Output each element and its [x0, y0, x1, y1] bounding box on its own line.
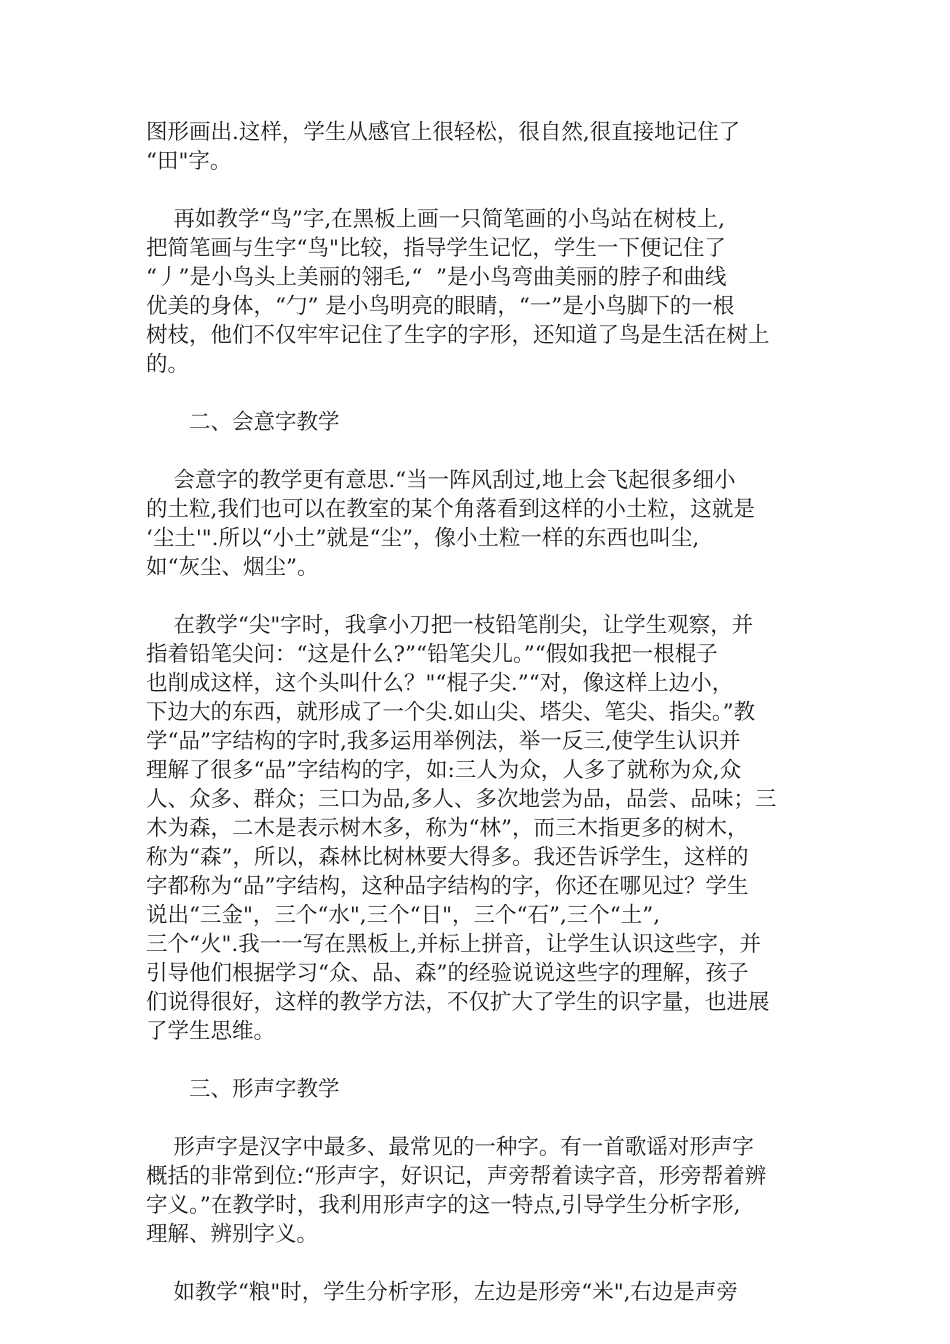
text-line: 三个“火".我一一写在黑板上,并标上拼音，让学生认识这些字，并 [146, 932, 762, 957]
paragraph-liang [146, 1278, 806, 1307]
section-heading-huiyi [146, 408, 806, 437]
section-heading: 三、形声字教学 [189, 1077, 340, 1102]
text-line: ‘尘土'".所以“小土”就是“尘”，像小土粒一样的东西也叫尘, [146, 526, 700, 551]
text-line: 们说得很好，这样的教学方法，不仅扩大了学生的识字量，也进展 [146, 990, 770, 1015]
section-heading: 二、会意字教学 [189, 410, 340, 435]
text-line: 下边大的东西，就形成了一个尖.如山尖、塔尖、笔尖、指尖。”教 [146, 700, 756, 725]
paragraph-jian-pin [146, 611, 806, 1046]
text-line: 引导他们根据学习“众、品、森”的经验说说这些字的理解，孩子 [146, 961, 749, 986]
text-line: 把简笔画与生字“鸟"比较，指导学生记忆，学生一下便记住了 [146, 236, 726, 261]
paragraph-niao [146, 205, 806, 379]
text-line: 了学生思维。 [146, 1019, 276, 1044]
text-line: 人、众多、群众；三口为品,多人、多次地尝为品，品尝、品味；三 [146, 787, 777, 812]
section-heading-xingsheng [146, 1075, 806, 1104]
document-page [146, 118, 806, 1307]
paragraph-xingsheng-intro [146, 1133, 806, 1249]
text-line: 学“品”字结构的字时,我多运用举例法，举一反三,使学生认识并 [146, 729, 741, 754]
text-line: 说出“三金"，三个“水",三个“日"，三个“石”,三个“土”, [146, 903, 661, 928]
text-line: 概括的非常到位:“形声字，好识记，声旁帮着读字音，形旁帮着辨 [146, 1164, 767, 1189]
text-line: 理解、辨别字义。 [146, 1222, 319, 1247]
text-line: 图形画出.这样，学生从感官上很轻松，很自然,很直接地记住了 [146, 120, 741, 145]
text-line: 字义。”在教学时，我利用形声字的这一特点,引导学生分析字形, [146, 1193, 741, 1218]
text-line: 形声字是汉字中最多、最常见的一种字。有一首歌谣对形声字 [146, 1135, 754, 1160]
text-line: “田"字。 [146, 149, 232, 174]
text-line: 在教学“尖"字时，我拿小刀把一枝铅笔削尖，让学生观察，并 [146, 613, 754, 638]
text-line: 如“灰尘、烟尘”。 [146, 555, 319, 580]
text-line: 如教学“粮"时，学生分析字形，左边是形旁“米",右边是声旁 [146, 1280, 738, 1305]
text-line: 木为森，二木是表示树木多，称为“林”，而三木指更多的树木， [146, 816, 749, 841]
text-line: 的。 [146, 352, 190, 377]
text-line: “丿”是小鸟头上美丽的翎毛,“ ”是小鸟弯曲美丽的脖子和曲线 [146, 265, 727, 290]
text-line: 再如教学“鸟”字,在黑板上画一只简笔画的小鸟站在树枝上, [146, 207, 725, 232]
text-line: 称为“森”，所以，森林比树林要大得多。我还告诉学生，这样的 [146, 845, 749, 870]
text-line: 树枝，他们不仅牢牢记住了生字的字形，还知道了鸟是生活在树上 [146, 323, 770, 348]
text-line: 也削成这样，这个头叫什么？"“棍子尖.”“对，像这样上边小， [146, 671, 734, 696]
text-line: 字都称为“品”字结构，这种品字结构的字，你还在哪见过？学生 [146, 874, 749, 899]
text-line: 指着铅笔尖问：“这是什么?”“铅笔尖儿。”“假如我把一根棍子 [146, 642, 718, 667]
text-line: 会意字的教学更有意思.“当一阵风刮过,地上会飞起很多细小 [146, 468, 736, 493]
paragraph-chen [146, 466, 806, 582]
text-line: 优美的身体，“勹” 是小鸟明亮的眼睛，“一”是小鸟脚下的一根 [146, 294, 735, 319]
text-line: 的土粒,我们也可以在教室的某个角落看到这样的小土粒，这就是 [146, 497, 755, 522]
paragraph-tianzi-end [146, 118, 806, 176]
text-line: 理解了很多“品”字结构的字，如:三人为众，人多了就称为众,众 [146, 758, 742, 783]
